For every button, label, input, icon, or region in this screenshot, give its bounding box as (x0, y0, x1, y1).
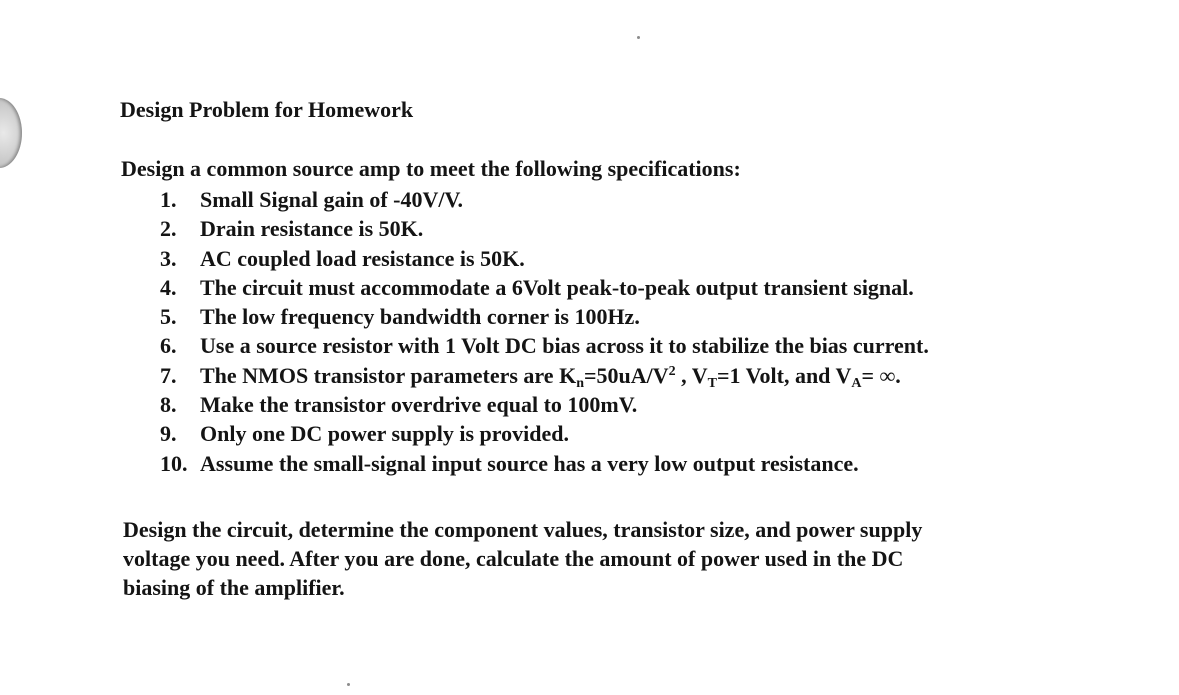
spec-text: Small Signal gain of -40V/V. (200, 187, 464, 212)
hole-punch-mark (0, 98, 22, 168)
spec-number: 3. (160, 245, 177, 271)
scan-speck (347, 683, 350, 686)
spec-text: Drain resistance is 50K. (200, 216, 424, 242)
spec-number: 1. (160, 187, 177, 212)
closing-line: biasing of the amplifier. (123, 575, 345, 600)
spec-number: 10. (160, 450, 188, 476)
spec-number: 5. (160, 304, 177, 330)
kn-superscript: 2 (668, 363, 676, 379)
closing-paragraph (123, 515, 1083, 602)
closing-line: voltage you need. After you are done, calculate the amount of power used in the DC (123, 546, 904, 571)
va-subscript: A (851, 375, 862, 391)
spec-text: Use a source resistor with 1 Volt DC bias across it to stabilize the bias current. (200, 333, 929, 359)
spec-item-2 (160, 214, 929, 243)
document-title: Design Problem for Homework (120, 97, 414, 122)
spec-item-4 (160, 273, 929, 302)
spec-item-9 (160, 419, 929, 448)
vt-subscript: T (707, 375, 717, 391)
spec-number: 6. (160, 333, 177, 359)
spec-item-8 (160, 390, 929, 419)
spec-item-5 (160, 302, 929, 331)
spec-text: Assume the small-signal input source has a very low output resistance. (200, 450, 859, 476)
spec-text: Only one DC power supply is provided. (200, 421, 569, 447)
spec-text-part: =50uA/V (583, 362, 669, 388)
spec-text (200, 362, 901, 391)
spec-number: 9. (160, 421, 177, 447)
spec-text: The low frequency bandwidth corner is 100Hz. (200, 304, 640, 330)
specification-list (160, 185, 929, 478)
scan-speck (637, 36, 640, 39)
closing-line: Design the circuit, determine the component values, transistor size, and power supply (123, 517, 923, 542)
spec-text: Make the transistor overdrive equal to 100mV. (200, 392, 638, 418)
spec-number: 7. (160, 362, 177, 388)
spec-text-part: =1 Volt, and V (717, 362, 852, 388)
spec-item-6 (160, 331, 929, 360)
spec-item-7 (160, 361, 929, 390)
spec-number: 2. (160, 216, 177, 242)
spec-number: 4. (160, 274, 177, 300)
spec-text-part: , V (675, 362, 708, 388)
spec-text-part: The NMOS transistor parameters are K (200, 362, 577, 388)
spec-item-10 (160, 449, 929, 478)
intro-text: Design a common source amp to meet the following specifications: (121, 156, 741, 181)
spec-item-3 (160, 244, 929, 273)
spec-text-part: = ∞. (861, 362, 901, 388)
spec-text: AC coupled load resistance is 50K. (200, 245, 525, 271)
spec-item-1 (160, 185, 929, 214)
spec-text: The circuit must accommodate a 6Volt peak-to-peak output transient signal. (200, 274, 914, 300)
spec-number: 8. (160, 392, 177, 418)
kn-subscript: n (576, 375, 584, 391)
